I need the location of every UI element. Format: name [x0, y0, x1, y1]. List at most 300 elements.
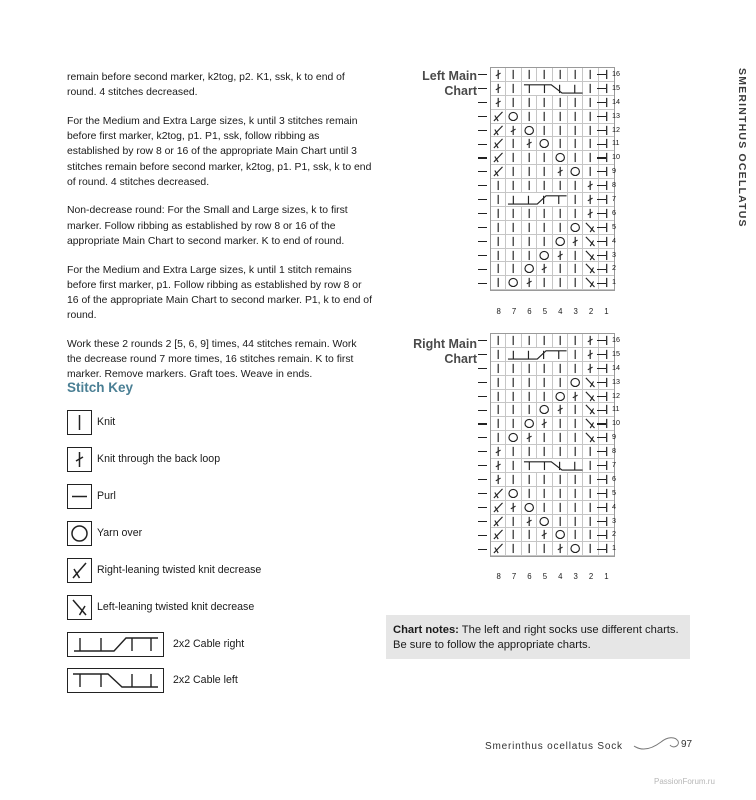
chart-cell	[568, 179, 583, 193]
chart-cell	[522, 151, 537, 165]
row-number: 12	[612, 390, 620, 400]
chart-cell	[568, 96, 583, 110]
row-number: 15	[612, 348, 620, 358]
purl-icon	[67, 484, 92, 509]
purl-border-dash	[478, 144, 487, 145]
chart-cell	[537, 207, 552, 221]
chart-cell	[553, 276, 568, 290]
purl-border-dash	[597, 116, 606, 117]
row-number: 4	[612, 235, 616, 245]
purl-border-dash	[597, 130, 606, 131]
column-number: 2	[588, 572, 594, 581]
cable-right-icon	[67, 632, 164, 657]
chart-cell	[522, 445, 537, 459]
column-number: 7	[511, 307, 517, 316]
chart-cell	[568, 221, 583, 235]
chart-cell	[553, 165, 568, 179]
chart-cell	[506, 68, 521, 82]
chart-cell	[506, 403, 521, 417]
chart-cell	[506, 431, 521, 445]
chart-cell	[568, 110, 583, 124]
chart-cell	[568, 68, 583, 82]
chart-cell	[491, 82, 506, 96]
chart-cell	[491, 207, 506, 221]
chart-cell	[553, 403, 568, 417]
chart-cell	[537, 487, 552, 501]
chart-cell	[522, 221, 537, 235]
purl-border-dash	[597, 437, 606, 438]
row-number: 9	[612, 166, 616, 176]
column-number: 4	[558, 572, 563, 581]
chart-cell	[537, 235, 552, 249]
chart-cell	[506, 165, 521, 179]
chart-cell	[537, 110, 552, 124]
chart-cell	[491, 193, 506, 207]
chart-cell	[491, 515, 506, 529]
row-number: 4	[612, 501, 616, 511]
chart-cell	[506, 473, 521, 487]
chart-cell	[553, 151, 568, 165]
page-number: 97	[681, 739, 693, 750]
chart-cell	[491, 390, 506, 404]
chart-cell	[537, 249, 552, 263]
key-item-yarn-over	[67, 520, 142, 546]
chart-cell	[522, 96, 537, 110]
chart-cell	[491, 445, 506, 459]
key-item-knit-tbl	[67, 446, 220, 472]
chart-cell	[553, 249, 568, 263]
swirl-ornament-icon	[633, 732, 679, 752]
purl-border-dash	[478, 423, 487, 424]
chart-cell	[491, 124, 506, 138]
chart-cell	[537, 445, 552, 459]
right-chart-column-numbers	[491, 572, 614, 581]
chart-cell	[522, 542, 537, 556]
purl-border-dash	[478, 130, 487, 131]
chart-cell	[553, 179, 568, 193]
chart-cell	[491, 459, 506, 473]
chart-cell	[522, 137, 537, 151]
chart-cell	[553, 68, 568, 82]
chart-cell	[553, 487, 568, 501]
chart-cell	[506, 348, 568, 362]
chart-cell	[537, 515, 552, 529]
chart-cell	[506, 137, 521, 151]
chart-cell	[537, 417, 552, 431]
chart-cell	[553, 501, 568, 515]
chart-cell	[537, 221, 552, 235]
row-number: 8	[612, 180, 616, 190]
purl-border-dash	[478, 88, 487, 89]
left-chart-title	[392, 69, 477, 99]
chart-notes-label: Chart notes:	[393, 624, 459, 636]
pattern-instructions	[67, 70, 373, 396]
purl-border-dash	[478, 157, 487, 158]
column-number: 4	[558, 307, 563, 316]
instruction-paragraph: For the Medium and Extra Large sizes, k until 1 stitch remains before first marker, p1. Follow ribbing as established by row 8 or 16 of the appropriate Main Chart to second marker. P1, k to end of round.	[67, 264, 372, 322]
purl-border-dash	[478, 227, 487, 228]
chart-title-line: Chart	[444, 352, 477, 366]
chart-cell	[491, 403, 506, 417]
key-item-left-twist-dec	[67, 594, 254, 620]
chart-cell	[568, 165, 583, 179]
purl-border-dash	[597, 451, 606, 452]
chart-cell	[553, 390, 568, 404]
chart-notes	[386, 615, 690, 659]
right-chart-title	[392, 337, 477, 367]
chart-cell	[537, 403, 552, 417]
chart-cell	[553, 417, 568, 431]
knit-tbl-icon	[67, 447, 92, 472]
row-number: 5	[612, 487, 616, 497]
column-number: 1	[604, 572, 609, 581]
chart-cell	[522, 528, 537, 542]
chart-cell	[522, 501, 537, 515]
row-number: 8	[612, 446, 616, 456]
chart-cell	[553, 96, 568, 110]
chart-cell	[491, 487, 506, 501]
purl-border-dash	[478, 535, 487, 536]
chart-cell	[522, 262, 537, 276]
purl-border-dash	[597, 479, 606, 480]
chart-cell	[491, 348, 506, 362]
row-number: 7	[612, 460, 616, 470]
row-number: 11	[612, 404, 620, 414]
row-number: 12	[612, 124, 620, 134]
chart-cell	[522, 207, 537, 221]
chart-cell	[553, 445, 568, 459]
right-main-chart	[490, 333, 615, 557]
column-number: 6	[527, 572, 532, 581]
chart-cell	[568, 445, 583, 459]
purl-border-dash	[597, 241, 606, 242]
key-label: Knit	[97, 416, 116, 428]
column-number: 7	[511, 572, 517, 581]
chart-cell	[506, 276, 521, 290]
chart-cell	[522, 390, 537, 404]
row-number: 14	[612, 96, 620, 106]
purl-border-dash	[478, 255, 487, 256]
left-twist-dec-icon	[67, 595, 92, 620]
row-number: 13	[612, 376, 620, 386]
chart-cell	[537, 362, 552, 376]
row-number: 2	[612, 529, 616, 539]
key-label: Left-leaning twisted knit decrease	[97, 601, 255, 613]
purl-border-dash	[478, 269, 487, 270]
chart-cell	[506, 459, 521, 473]
purl-border-dash	[478, 185, 487, 186]
chart-cell	[506, 390, 521, 404]
purl-border-dash	[478, 437, 487, 438]
key-label: 2x2 Cable right	[173, 638, 245, 650]
chart-cell	[568, 487, 583, 501]
purl-border-dash	[478, 396, 487, 397]
key-item-cable-left	[67, 667, 238, 693]
chart-cell	[491, 151, 506, 165]
row-number: 15	[612, 82, 620, 92]
instruction-paragraph: Work these 2 rounds 2 [5, 6, 9] times, 44 stitches remain. Work the decrease round 7 more times, 16 stitches remain. K to first marker. Remove markers. Graft toes. Weave in ends.	[67, 338, 357, 381]
chart-cell	[553, 334, 568, 348]
side-running-title: SMERINTHUS OCELLATUS	[736, 68, 748, 228]
chart-cell	[537, 68, 552, 82]
purl-border-dash	[597, 283, 606, 284]
chart-cell	[568, 276, 583, 290]
purl-border-dash	[478, 340, 487, 341]
column-number: 5	[542, 307, 548, 316]
chart-cell	[491, 249, 506, 263]
purl-border-dash	[478, 199, 487, 200]
chart-cell	[491, 417, 506, 431]
purl-border-dash	[478, 410, 487, 411]
chart-cell	[506, 501, 521, 515]
chart-cell	[506, 179, 521, 193]
chart-cell	[491, 221, 506, 235]
chart-cell	[506, 110, 521, 124]
chart-cell	[522, 431, 537, 445]
key-item-knit	[67, 409, 115, 435]
chart-cell	[553, 124, 568, 138]
chart-cell	[537, 151, 552, 165]
chart-cell	[553, 376, 568, 390]
row-number: 5	[612, 221, 616, 231]
chart-cell	[491, 96, 506, 110]
purl-border-dash	[478, 493, 487, 494]
chart-cell	[568, 417, 583, 431]
chart-cell	[568, 390, 583, 404]
chart-cell	[553, 221, 568, 235]
chart-cell	[506, 193, 568, 207]
chart-cell	[522, 487, 537, 501]
purl-border-dash	[597, 102, 606, 103]
purl-border-dash	[478, 283, 487, 284]
chart-cell	[522, 124, 537, 138]
purl-border-dash	[597, 410, 606, 411]
yarn-over-icon	[67, 521, 92, 546]
chart-cell	[506, 417, 521, 431]
chart-cell	[522, 459, 584, 473]
chart-title-line: Right Main	[413, 337, 477, 351]
row-number: 1	[612, 543, 616, 553]
purl-border-dash	[478, 521, 487, 522]
row-number: 6	[612, 473, 616, 483]
chart-cell	[553, 262, 568, 276]
chart-cell	[522, 334, 537, 348]
column-number: 1	[604, 307, 609, 316]
row-number: 11	[612, 138, 620, 148]
left-main-chart	[490, 67, 615, 291]
chart-cell	[491, 376, 506, 390]
chart-cell	[506, 235, 521, 249]
purl-border-dash	[597, 354, 606, 355]
purl-border-dash	[597, 423, 606, 424]
chart-cell	[568, 473, 583, 487]
purl-border-dash	[597, 340, 606, 341]
chart-cell	[568, 137, 583, 151]
purl-border-dash	[597, 227, 606, 228]
purl-border-dash	[597, 521, 606, 522]
row-number: 10	[612, 152, 620, 162]
chart-cell	[568, 151, 583, 165]
chart-cell	[522, 376, 537, 390]
chart-cell	[491, 110, 506, 124]
chart-cell	[553, 207, 568, 221]
chart-cell	[491, 473, 506, 487]
chart-cell	[537, 542, 552, 556]
chart-cell	[568, 403, 583, 417]
chart-cell	[568, 501, 583, 515]
right-twist-dec-icon	[67, 558, 92, 583]
stitch-key-title: Stitch Key	[67, 380, 134, 395]
right-chart-row-numbers	[612, 333, 620, 555]
chart-notes-text: The left and right socks use different charts. Be sure to follow the appropriate charts.	[393, 624, 679, 651]
key-label: Yarn over	[97, 527, 143, 539]
column-number: 8	[496, 572, 501, 581]
chart-cell	[568, 334, 583, 348]
chart-cell	[553, 431, 568, 445]
purl-border-dash	[478, 213, 487, 214]
row-number: 10	[612, 418, 620, 428]
row-number: 2	[612, 263, 616, 273]
chart-cell	[491, 528, 506, 542]
purl-border-dash	[597, 144, 606, 145]
purl-border-dash	[478, 382, 487, 383]
chart-cell	[522, 165, 537, 179]
key-label: Purl	[97, 490, 116, 502]
chart-cell	[553, 110, 568, 124]
column-number: 3	[573, 572, 578, 581]
chart-cell	[522, 82, 584, 96]
left-chart-row-numbers	[612, 67, 620, 289]
chart-cell	[491, 362, 506, 376]
column-number: 6	[527, 307, 532, 316]
purl-border-dash	[478, 368, 487, 369]
chart-cell	[553, 542, 568, 556]
row-number: 7	[612, 194, 616, 204]
purl-border-dash	[597, 269, 606, 270]
knit-icon	[67, 410, 92, 435]
chart-cell	[506, 445, 521, 459]
row-number: 3	[612, 249, 616, 259]
row-number: 14	[612, 362, 620, 372]
chart-cell	[568, 207, 583, 221]
chart-cell	[491, 235, 506, 249]
chart-cell	[568, 124, 583, 138]
key-item-purl	[67, 483, 116, 509]
chart-cell	[537, 390, 552, 404]
chart-cell	[537, 528, 552, 542]
chart-cell	[568, 362, 583, 376]
purl-border-dash	[597, 507, 606, 508]
purl-border-dash	[478, 116, 487, 117]
chart-cell	[506, 362, 521, 376]
chart-cell	[568, 528, 583, 542]
purl-border-dash	[597, 382, 606, 383]
chart-cell	[522, 515, 537, 529]
chart-cell	[506, 221, 521, 235]
key-item-cable-right	[67, 631, 244, 657]
chart-cell	[537, 276, 552, 290]
chart-cell	[506, 96, 521, 110]
chart-cell	[537, 179, 552, 193]
row-number: 3	[612, 515, 616, 525]
chart-cell	[568, 262, 583, 276]
chart-cell	[537, 96, 552, 110]
purl-border-dash	[478, 451, 487, 452]
chart-cell	[537, 165, 552, 179]
purl-border-dash	[597, 171, 606, 172]
footer-title: Smerinthus ocellatus Sock	[485, 741, 623, 752]
chart-cell	[522, 403, 537, 417]
chart-cell	[553, 515, 568, 529]
chart-cell	[506, 376, 521, 390]
purl-border-dash	[597, 549, 606, 550]
key-label: Right-leaning twisted knit decrease	[97, 564, 262, 576]
purl-border-dash	[478, 241, 487, 242]
row-number: 6	[612, 207, 616, 217]
chart-cell	[491, 542, 506, 556]
key-label: 2x2 Cable left	[173, 674, 238, 686]
column-number: 2	[588, 307, 594, 316]
cable-left-icon	[67, 668, 164, 693]
chart-cell	[522, 179, 537, 193]
key-item-right-twist-dec	[67, 557, 261, 583]
purl-border-dash	[597, 255, 606, 256]
chart-cell	[506, 151, 521, 165]
chart-cell	[491, 165, 506, 179]
purl-border-dash	[478, 479, 487, 480]
purl-border-dash	[478, 465, 487, 466]
chart-title-line: Chart	[444, 84, 477, 98]
chart-cell	[568, 235, 583, 249]
chart-cell	[568, 348, 583, 362]
instruction-paragraph: remain before second marker, k2tog, p2. K1, ssk, k to end of round. 4 stitches decreased.	[67, 72, 345, 99]
purl-border-dash	[478, 171, 487, 172]
purl-border-dash	[597, 396, 606, 397]
purl-border-dash	[478, 102, 487, 103]
row-number: 16	[612, 69, 620, 78]
instruction-paragraph: For the Medium and Extra Large sizes, k until 3 stitches remain before first marker, k2tog, p1. P1, ssk, follow ribbing as established by row 8 or 16 of the appropriate Main Chart until 3 stitches remain before second marker, k2tog, p1. P1, ssk, k to end of round. 4 stitches decreased.	[67, 115, 372, 188]
watermark: PassionForum.ru	[654, 777, 715, 786]
chart-cell	[568, 431, 583, 445]
chart-cell	[553, 235, 568, 249]
chart-cell	[537, 124, 552, 138]
chart-cell	[522, 276, 537, 290]
chart-cell	[491, 179, 506, 193]
row-number: 9	[612, 432, 616, 442]
chart-cell	[506, 124, 521, 138]
chart-cell	[537, 431, 552, 445]
purl-border-dash	[597, 493, 606, 494]
chart-cell	[491, 334, 506, 348]
chart-cell	[522, 473, 537, 487]
chart-cell	[522, 249, 537, 263]
chart-cell	[491, 501, 506, 515]
chart-cell	[491, 68, 506, 82]
column-number: 5	[542, 572, 548, 581]
chart-cell	[522, 235, 537, 249]
chart-cell	[506, 515, 521, 529]
purl-border-dash	[597, 199, 606, 200]
purl-border-dash	[597, 368, 606, 369]
chart-cell	[553, 528, 568, 542]
row-number: 13	[612, 110, 620, 120]
chart-cell	[522, 110, 537, 124]
chart-cell	[537, 473, 552, 487]
purl-border-dash	[597, 157, 606, 158]
purl-border-dash	[597, 213, 606, 214]
chart-cell	[506, 249, 521, 263]
column-number: 3	[573, 307, 578, 316]
